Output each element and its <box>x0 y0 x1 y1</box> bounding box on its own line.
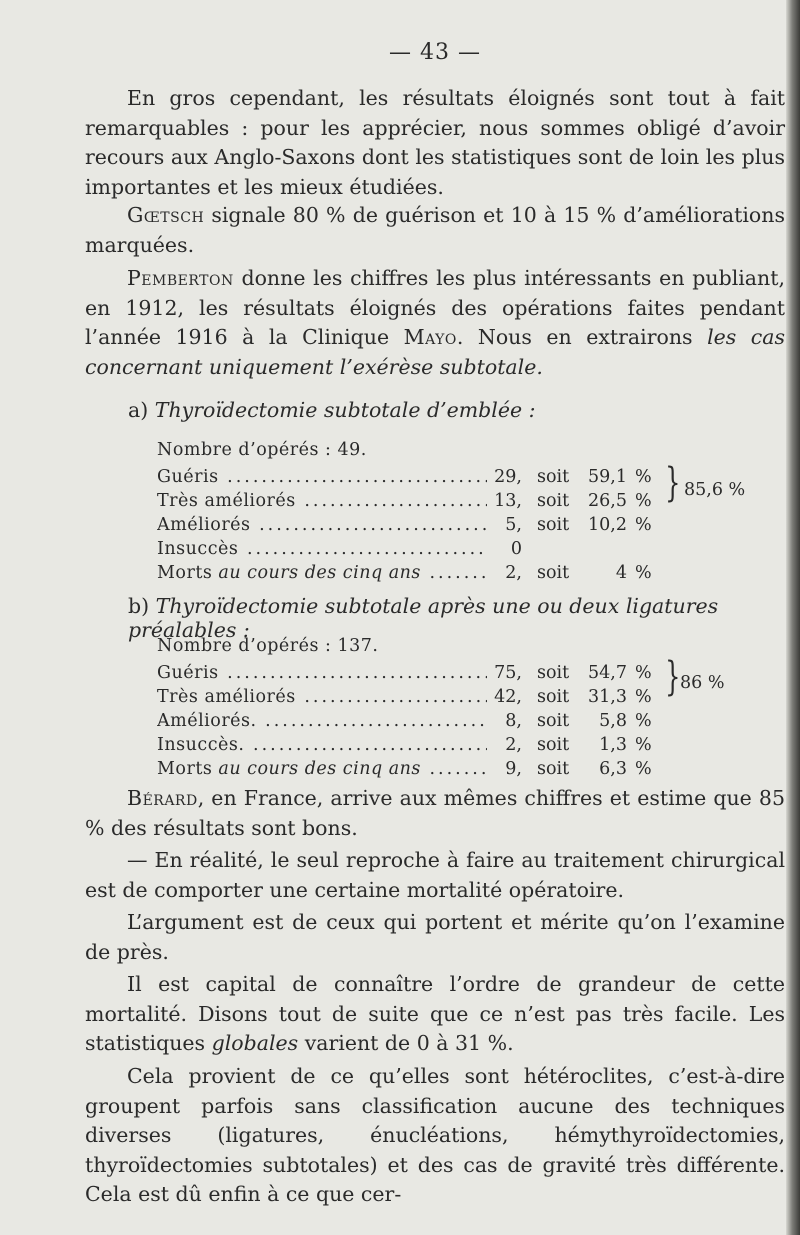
row-label: Insuccès. ..... <box>157 735 487 755</box>
row-unit: % <box>635 687 652 707</box>
section-a-count: Nombre d’opérés : 49. <box>157 440 367 460</box>
page-number: — 43 — <box>389 40 481 65</box>
paragraph-heteroclites: Cela provient de ce qu’elles sont hétéroclites, c’est-à-dire groupent parfois sans classification aucune des techniques diverses (ligatures, énucléations, hémythyroïdectomies, thyroïdectomies subtotales) et des cas de gravité très différente. Cela est dû enfin à ce que cer- <box>85 1064 785 1206</box>
section-a-brace: } <box>665 460 681 506</box>
clinic-name: Mayo <box>403 325 457 349</box>
table-row: Guéris ..... 75, soit 54,7 % <box>157 663 657 687</box>
paragraph-intro: En gros cependant, les résultats éloignés sont tout à fait remarquables : pour les apprécier, nous sommes obligé d’avoir recours aux Anglo-Saxons dont les statistiques sont de loin les plus importantes et les mieux étudiées. <box>85 86 785 199</box>
row-unit: % <box>635 491 652 511</box>
table-row: Améliorés. ..... 8, soit 5,8 % <box>157 711 657 735</box>
row-soit: soit <box>537 467 570 487</box>
section-b-total: 86 % <box>680 673 725 693</box>
author-name: Pemberton <box>127 266 234 290</box>
table-row: Améliorés ..... 5, soit 10,2 % <box>157 515 657 539</box>
row-label: Morts au cours des cinq ans ..... <box>157 563 487 583</box>
row-soit: soit <box>537 711 570 731</box>
row-label: Améliorés. ..... <box>157 711 487 731</box>
row-soit: soit <box>537 663 570 683</box>
row-soit: soit <box>537 735 570 755</box>
section-a-heading: a) Thyroïdectomie subtotale d’emblée : <box>128 398 536 422</box>
row-soit: soit <box>537 687 570 707</box>
row-label: Morts au cours des cinq ans ..... <box>157 759 487 779</box>
row-label: Guéris ..... <box>157 467 487 487</box>
table-row: Très améliorés ..... 42, soit 31,3 % <box>157 687 657 711</box>
section-a-total: 85,6 % <box>684 480 746 500</box>
row-label: Guéris ..... <box>157 663 487 683</box>
row-unit: % <box>635 735 652 755</box>
row-unit: % <box>635 563 652 583</box>
row-unit: % <box>635 467 652 487</box>
author-name: Bérard <box>127 786 198 810</box>
row-soit: soit <box>537 491 570 511</box>
row-soit: soit <box>537 563 570 583</box>
table-row: Insuccès ..... 0 <box>157 539 657 563</box>
row-unit: % <box>635 663 652 683</box>
row-label: Très améliorés ..... <box>157 491 487 511</box>
row-label: Très améliorés ..... <box>157 687 487 707</box>
table-row: Morts au cours des cinq ans ..... 9, soit 6,3 % <box>157 759 657 783</box>
table-row: Insuccès. ..... 2, soit 1,3 % <box>157 735 657 759</box>
paragraph-goetsch: Gœtsch signale 80 % de guérison et 10 à 15 % d’améliorations marquées. <box>85 203 785 257</box>
section-b-count: Nombre d’opérés : 137. <box>157 636 379 656</box>
paragraph-reproche: — En réalité, le seul reproche à faire au traitement chirurgical est de comporter une certaine mortalité opératoire. <box>85 848 785 902</box>
author-name: Gœtsch <box>127 203 205 227</box>
table-row: Très améliorés ..... 13, soit 26,5 % <box>157 491 657 515</box>
row-soit: soit <box>537 515 570 535</box>
paragraph-mortalite: Il est capital de connaître l’ordre de grandeur de cette mortalité. Disons tout de suite que ce n’est pas très facile. Les statistiques globales varient de 0 à 31 %. <box>85 972 785 1055</box>
table-row: Guéris ..... 29, soit 59,1 % <box>157 467 657 491</box>
row-label: Améliorés ..... <box>157 515 487 535</box>
paragraph-berard: Bérard, en France, arrive aux mêmes chiffres et estime que 85 % des résultats sont bons. <box>85 786 785 840</box>
row-unit: % <box>635 515 652 535</box>
paragraph-argument: L’argument est de ceux qui portent et mérite qu’on l’examine de près. <box>85 910 785 964</box>
paragraph-pemberton: Pemberton donne les chiffres les plus intéressants en publiant, en 1912, les résultats éloignés des opérations faites pendant l’année 1916 à la Clinique Mayo. Nous en extrairons les cas concernant uniquement l’exérèse subtotale. <box>85 266 786 379</box>
row-unit: % <box>635 711 652 731</box>
row-soit: soit <box>537 759 570 779</box>
row-unit: % <box>635 759 652 779</box>
section-b-heading: b) Thyroïdectomie subtotale après une ou deux ligatures préalables : <box>128 594 719 642</box>
section-b-brace: } <box>665 654 681 700</box>
row-label: Insuccès ..... <box>157 539 487 559</box>
table-row: Morts au cours des cinq ans ..... 2, soit 4 % <box>157 563 657 587</box>
